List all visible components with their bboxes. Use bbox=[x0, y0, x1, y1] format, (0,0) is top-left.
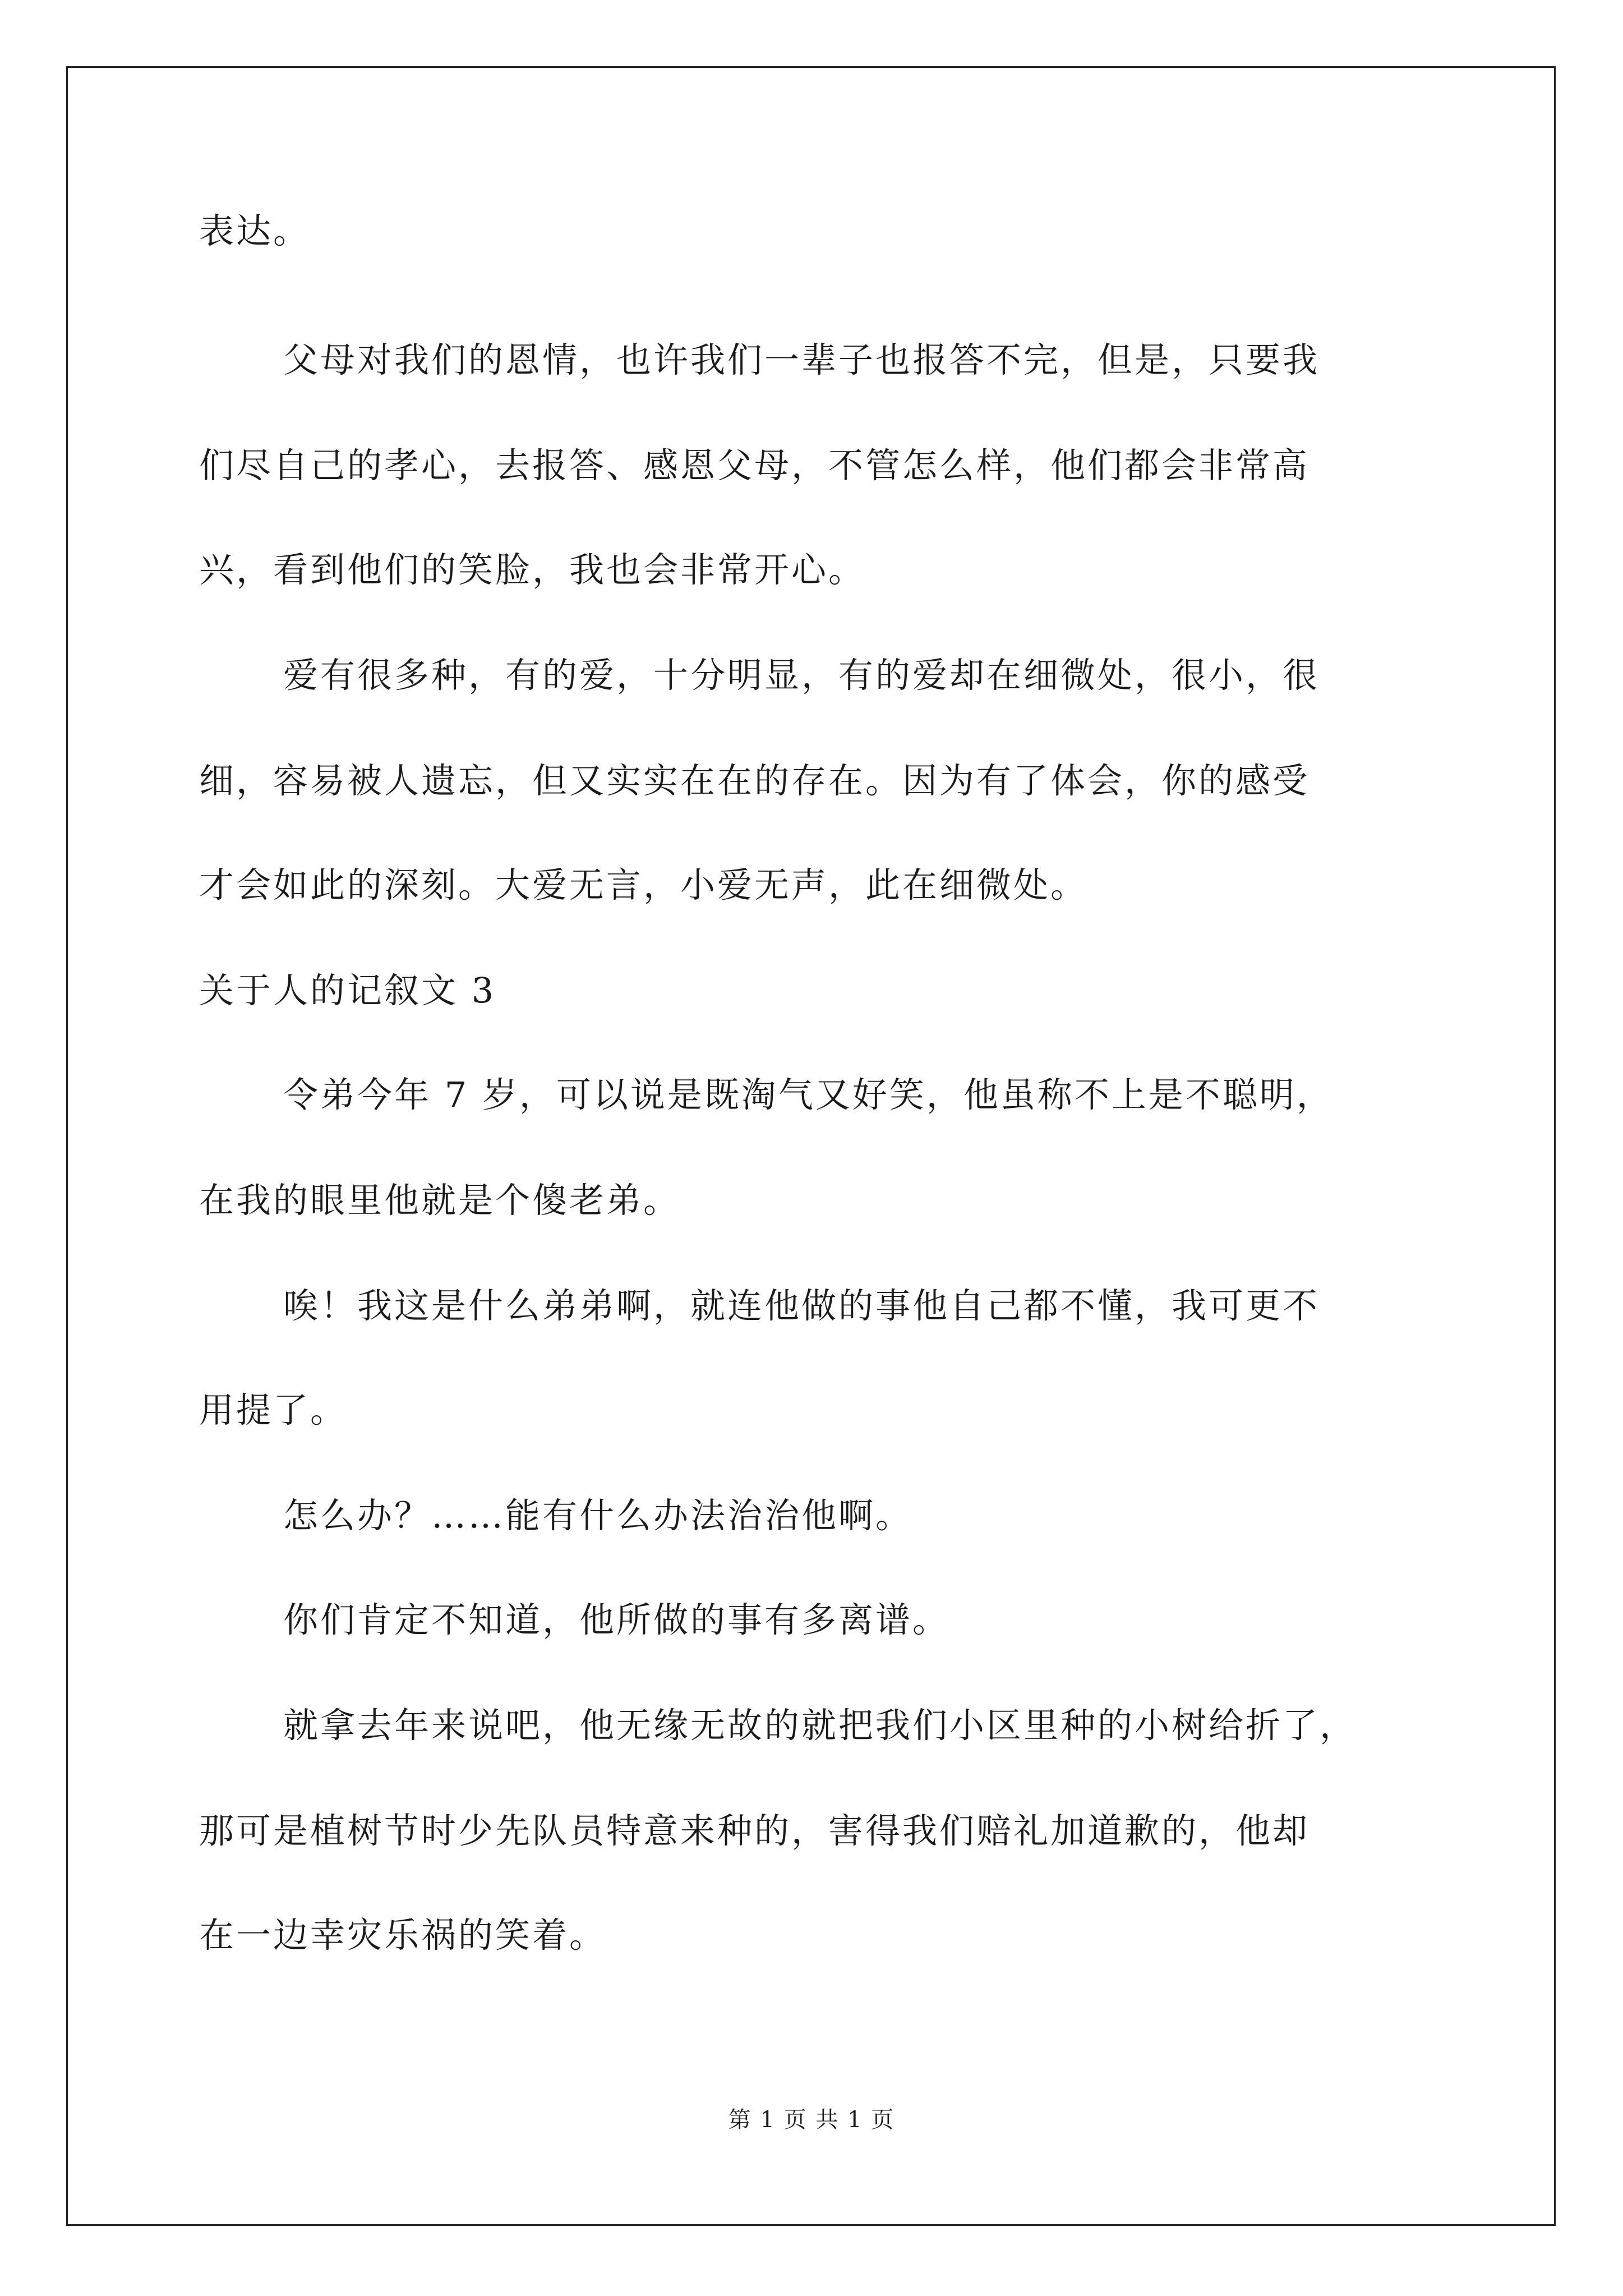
paragraph-line: 怎么办？……能有什么办法治治他啊。 bbox=[283, 1495, 913, 1536]
paragraph-line: 兴，看到他们的笑脸，我也会非常开心。 bbox=[199, 549, 866, 590]
paragraph-line: 你们肯定不知道，他所做的事有多离谱。 bbox=[283, 1599, 950, 1640]
paragraph-line: 父母对我们的恩情，也许我们一辈子也报答不完，但是，只要我 bbox=[283, 339, 1320, 380]
page-number-footer: 第 1 页 共 1 页 bbox=[728, 2107, 895, 2133]
section-heading: 关于人的记叙文 3 bbox=[199, 970, 496, 1011]
paragraph-line: 在我的眼里他就是个傻老弟。 bbox=[199, 1180, 681, 1221]
paragraph-line: 们尽自己的孝心，去报答、感恩父母，不管怎么样，他们都会非常高 bbox=[199, 445, 1310, 486]
paragraph-line: 才会如此的深刻。大爱无言，小爱无声，此在细微处。 bbox=[199, 864, 1088, 905]
paragraph-line: 在一边幸灾乐祸的笑着。 bbox=[199, 1915, 607, 1955]
paragraph-line: 用提了。 bbox=[199, 1389, 348, 1430]
page-border bbox=[66, 66, 1556, 2226]
paragraph-line: 令弟今年 7 岁，可以说是既淘气又好笑，他虽称不上是不聪明， bbox=[283, 1074, 1334, 1115]
paragraph-line: 细，容易被人遗忘，但又实实在在的存在。因为有了体会，你的感受 bbox=[199, 760, 1310, 801]
paragraph-line: 表达。 bbox=[199, 210, 311, 251]
paragraph-line: 就拿去年来说吧，他无缘无故的就把我们小区里种的小树给折了， bbox=[283, 1705, 1357, 1746]
paragraph-line: 那可是植树节时少先队员特意来种的，害得我们赔礼加道歉的，他却 bbox=[199, 1810, 1310, 1851]
paragraph-line: 唉！我这是什么弟弟啊，就连他做的事他自己都不懂，我可更不 bbox=[283, 1285, 1320, 1326]
paragraph-line: 爱有很多种，有的爱，十分明显，有的爱却在细微处，很小，很 bbox=[283, 655, 1320, 696]
